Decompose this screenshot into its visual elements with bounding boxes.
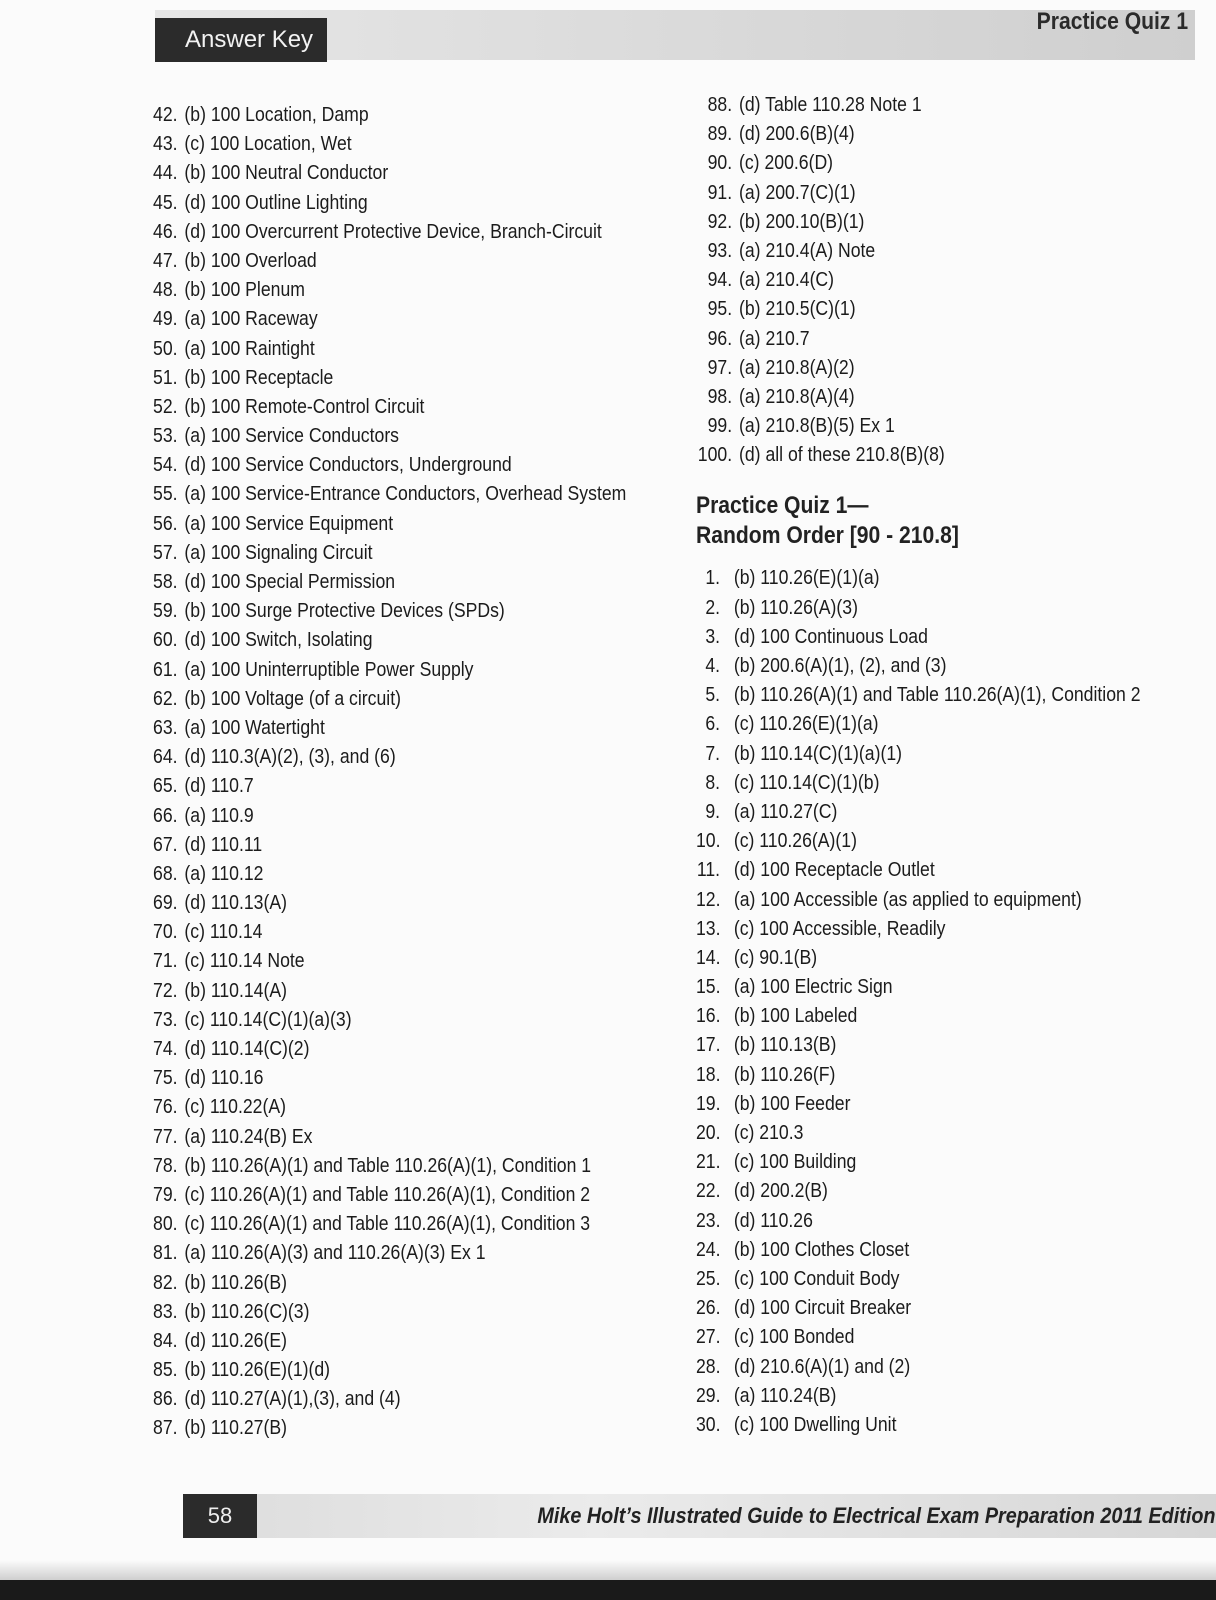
- list-item: [696, 622, 1100, 651]
- item-number: 88.: [707, 93, 733, 116]
- list-item: [696, 1235, 1100, 1264]
- list-item: [150, 275, 563, 304]
- item-number: 80.: [153, 1212, 178, 1236]
- item-number: 29.: [696, 1383, 721, 1407]
- list-item: [150, 392, 563, 421]
- item-answer: (c) 110.14(C)(1)(b): [733, 770, 880, 794]
- item-answer: (d) 110.7: [184, 774, 254, 798]
- item-answer: (b) 100 Surge Protective Devices (SPDs): [184, 599, 505, 623]
- list-item: [150, 1122, 563, 1151]
- list-item: [150, 479, 627, 508]
- item-number: 23.: [696, 1208, 721, 1232]
- item-answer: (a) 210.7: [739, 326, 810, 350]
- list-item: [150, 100, 563, 129]
- list-item: [696, 1001, 1100, 1030]
- item-number: 79.: [153, 1182, 178, 1206]
- list-item: [696, 236, 1100, 265]
- item-number: 73.: [153, 1007, 178, 1031]
- list-item: [150, 421, 563, 450]
- item-number: 89.: [707, 122, 733, 146]
- item-number: 30.: [696, 1412, 721, 1436]
- list-item: [150, 129, 563, 158]
- item-answer: (b) 100 Clothes Closet: [733, 1237, 910, 1261]
- item-number: 76.: [153, 1095, 178, 1119]
- item-number: 90.: [707, 151, 733, 175]
- item-number: 71.: [153, 949, 178, 973]
- item-number: 100.: [697, 443, 733, 467]
- list-item: [696, 1030, 1100, 1059]
- list-item: [696, 265, 1100, 294]
- item-answer: (c) 100 Building: [733, 1150, 857, 1174]
- item-answer: (d) 210.6(A)(1) and (2): [733, 1354, 911, 1378]
- item-number: 13.: [696, 916, 721, 940]
- item-number: 63.: [153, 715, 178, 739]
- list-item: [696, 178, 1100, 207]
- item-answer: (a) 100 Uninterruptible Power Supply: [184, 657, 474, 681]
- item-number: 1.: [705, 566, 721, 590]
- list-item: [150, 158, 563, 187]
- item-number: 61.: [153, 657, 178, 681]
- list-item: [696, 294, 1100, 323]
- item-number: 93.: [707, 238, 733, 262]
- list-item: [150, 830, 563, 859]
- list-item: [696, 1322, 1100, 1351]
- list-item: [696, 563, 1100, 592]
- list-item: [150, 246, 563, 275]
- list-item: [150, 1209, 591, 1238]
- item-answer: (c) 110.14(C)(1)(a)(3): [184, 1007, 352, 1031]
- list-item: [150, 888, 563, 917]
- item-number: 17.: [696, 1033, 721, 1057]
- item-number: 24.: [696, 1237, 721, 1261]
- list-item: [150, 334, 563, 363]
- item-answer: (c) 200.6(D): [739, 151, 834, 175]
- item-answer: (b) 110.26(B): [184, 1270, 287, 1294]
- item-number: 16.: [696, 1004, 721, 1028]
- book-title: Mike Holt’s Illustrated Guide to Electrical Exam Preparation 2011 Edition: [537, 1503, 1216, 1528]
- item-number: 62.: [153, 686, 178, 710]
- item-answer: (c) 90.1(B): [733, 945, 818, 969]
- list-item: [696, 1264, 1100, 1293]
- item-answer: (a) 100 Watertight: [184, 715, 325, 739]
- item-answer: (b) 210.5(C)(1): [739, 297, 856, 321]
- item-answer: (d) 100 Continuous Load: [733, 624, 928, 648]
- item-number: 26.: [696, 1296, 721, 1320]
- item-number: 81.: [153, 1241, 178, 1265]
- item-number: 67.: [153, 832, 178, 856]
- item-answer: (d) 100 Circuit Breaker: [733, 1296, 912, 1320]
- item-answer: (a) 110.12: [184, 861, 264, 885]
- item-answer: (d) 110.11: [184, 832, 263, 856]
- item-number: 7.: [705, 741, 721, 765]
- item-answer: (d) 110.3(A)(2), (3), and (6): [184, 745, 396, 769]
- item-number: 10.: [696, 829, 721, 853]
- list-item: [150, 859, 563, 888]
- list-item: [696, 119, 1100, 148]
- item-number: 94.: [707, 268, 733, 292]
- item-answer: (b) 110.26(A)(1) and Table 110.26(A)(1), Condition 2: [733, 683, 1141, 707]
- item-number: 44.: [153, 161, 178, 185]
- item-number: 9.: [705, 799, 721, 823]
- item-answer: (b) 110.26(C)(3): [184, 1299, 310, 1323]
- list-item: [150, 217, 602, 246]
- item-answer: (d) Table 110.28 Note 1: [739, 93, 922, 116]
- item-number: 78.: [153, 1153, 178, 1177]
- item-answer: (d) 110.14(C)(2): [184, 1037, 310, 1060]
- item-number: 6.: [705, 712, 721, 736]
- item-number: 25.: [696, 1266, 721, 1290]
- item-number: 97.: [707, 355, 733, 379]
- item-number: 75.: [153, 1066, 178, 1090]
- list-item: [150, 684, 563, 713]
- list-item: [696, 709, 1100, 738]
- list-item: [150, 1413, 563, 1442]
- item-answer: (a) 210.8(A)(2): [739, 355, 855, 379]
- item-number: 68.: [153, 861, 178, 885]
- item-answer: (b) 100 Plenum: [184, 278, 305, 302]
- answer-key-tab: Answer Key: [155, 18, 327, 62]
- item-answer: (d) 100 Special Permission: [184, 570, 396, 593]
- section-heading-line1: Practice Quiz 1—: [696, 492, 869, 520]
- item-number: 46.: [153, 219, 178, 243]
- item-answer: (a) 100 Service Equipment: [184, 511, 394, 535]
- list-item: [696, 739, 1100, 768]
- item-answer: (a) 210.4(A) Note: [739, 238, 876, 262]
- item-number: 54.: [153, 453, 178, 477]
- section-heading-line2: Random Order [90 - 210.8]: [696, 522, 959, 550]
- list-item: [696, 1381, 1100, 1410]
- list-item: [696, 593, 1100, 622]
- item-number: 52.: [153, 394, 178, 418]
- item-answer: (a) 210.8(A)(4): [739, 384, 855, 408]
- list-item: [150, 1326, 563, 1355]
- list-item: [696, 885, 1100, 914]
- list-item: [696, 855, 1100, 884]
- list-item: [150, 1034, 563, 1063]
- list-item: [150, 1238, 563, 1267]
- list-item: [696, 353, 1100, 382]
- item-answer: (a) 110.27(C): [733, 799, 838, 823]
- item-number: 83.: [153, 1299, 178, 1323]
- item-number: 87.: [153, 1416, 178, 1440]
- list-item: [150, 801, 563, 830]
- item-answer: (a) 100 Service Conductors: [184, 424, 400, 448]
- item-answer: (b) 200.10(B)(1): [739, 209, 865, 233]
- list-item: [150, 363, 563, 392]
- item-answer: (b) 100 Feeder: [733, 1091, 851, 1115]
- item-answer: (d) 100 Switch, Isolating: [184, 628, 373, 652]
- item-number: 12.: [696, 887, 721, 911]
- list-item: [696, 1293, 1100, 1322]
- left-column: [150, 100, 630, 1443]
- list-item: [150, 1151, 592, 1180]
- item-answer: (c) 110.14: [184, 920, 263, 944]
- list-item: [150, 1005, 563, 1034]
- item-number: 66.: [153, 803, 178, 827]
- item-answer: (a) 100 Signaling Circuit: [184, 540, 373, 564]
- item-answer: (d) 110.26: [733, 1208, 813, 1232]
- item-number: 59.: [153, 599, 178, 623]
- list-item: [150, 655, 563, 684]
- item-answer: (b) 100 Location, Damp: [184, 103, 369, 126]
- item-number: 14.: [696, 945, 721, 969]
- item-number: 72.: [153, 978, 178, 1002]
- item-answer: (b) 110.26(A)(3): [733, 595, 858, 619]
- item-answer: (c) 110.14 Note: [184, 949, 305, 973]
- list-item: [696, 382, 1100, 411]
- item-number: 3.: [705, 624, 721, 648]
- item-answer: (c) 100 Conduit Body: [733, 1266, 900, 1290]
- list-item: [150, 1384, 563, 1413]
- list-item: [150, 188, 563, 217]
- item-number: 77.: [153, 1124, 178, 1148]
- list-item: [696, 1410, 1100, 1439]
- item-answer: (b) 100 Remote-Control Circuit: [184, 394, 425, 418]
- item-number: 5.: [705, 683, 721, 707]
- item-answer: (a) 200.7(C)(1): [739, 180, 856, 204]
- list-item: [696, 411, 1100, 440]
- item-answer: (b) 110.13(B): [733, 1033, 837, 1057]
- item-number: 15.: [696, 975, 721, 999]
- list-item: [150, 742, 563, 771]
- item-number: 22.: [696, 1179, 721, 1203]
- list-item: [696, 651, 1100, 680]
- item-number: 2.: [705, 595, 721, 619]
- item-number: 65.: [153, 774, 178, 798]
- list-item: [696, 914, 1100, 943]
- item-number: 70.: [153, 920, 178, 944]
- list-item: [150, 713, 563, 742]
- list-item: [696, 1176, 1100, 1205]
- item-answer: (c) 110.26(A)(1) and Table 110.26(A)(1), Condition 3: [184, 1212, 591, 1236]
- item-answer: (b) 110.14(C)(1)(a)(1): [733, 741, 903, 765]
- item-number: 82.: [153, 1270, 178, 1294]
- item-number: 18.: [696, 1062, 721, 1086]
- item-answer: (d) 200.2(B): [733, 1179, 828, 1203]
- item-number: 85.: [153, 1358, 178, 1382]
- item-answer: (a) 110.9: [184, 803, 254, 827]
- item-number: 96.: [707, 326, 733, 350]
- item-answer: (b) 110.26(A)(1) and Table 110.26(A)(1), Condition 1: [184, 1153, 592, 1177]
- list-item: [150, 946, 563, 975]
- list-item: [150, 1180, 591, 1209]
- item-number: 50.: [153, 336, 178, 360]
- item-answer: (d) 100 Receptacle Outlet: [733, 858, 935, 882]
- list-item: [150, 1092, 563, 1121]
- item-answer: (c) 100 Accessible, Readily: [733, 916, 946, 940]
- item-number: 64.: [153, 745, 178, 769]
- list-item: [696, 1089, 1100, 1118]
- list-item: [696, 943, 1100, 972]
- item-number: 21.: [696, 1150, 721, 1174]
- item-answer: (d) 100 Outline Lighting: [184, 190, 368, 214]
- item-answer: (c) 100 Bonded: [733, 1325, 855, 1349]
- page-title: Practice Quiz 1: [1036, 8, 1188, 35]
- item-number: 53.: [153, 424, 178, 448]
- item-answer: (a) 100 Raintight: [184, 336, 315, 360]
- item-answer: (b) 110.26(E)(1)(d): [184, 1358, 331, 1382]
- item-answer: (c) 110.26(E)(1)(a): [733, 712, 879, 736]
- item-answer: (b) 100 Receptacle: [184, 365, 334, 389]
- item-answer: (d) 200.6(B)(4): [739, 122, 855, 146]
- item-answer: (a) 110.24(B): [733, 1383, 837, 1407]
- list-item: [696, 90, 1100, 119]
- item-number: 99.: [707, 414, 733, 438]
- list-item: [150, 509, 563, 538]
- list-item: [150, 1297, 563, 1326]
- list-item: [696, 207, 1100, 236]
- list-item: [696, 1206, 1100, 1235]
- item-answer: (c) 110.26(A)(1): [733, 829, 857, 853]
- list-item: [696, 1118, 1100, 1147]
- list-item: [150, 625, 563, 654]
- item-number: 86.: [153, 1387, 178, 1411]
- list-item: [696, 1147, 1100, 1176]
- item-answer: (a) 100 Service-Entrance Conductors, Overhead System: [184, 482, 627, 506]
- page-number: 58: [183, 1494, 257, 1538]
- item-number: 84.: [153, 1328, 178, 1352]
- list-item: [696, 797, 1100, 826]
- item-answer: (c) 100 Location, Wet: [184, 132, 352, 156]
- item-number: 43.: [153, 132, 178, 156]
- item-answer: (b) 100 Labeled: [733, 1004, 858, 1028]
- item-answer: (b) 100 Voltage (of a circuit): [184, 686, 401, 710]
- list-item: [150, 1063, 563, 1092]
- item-number: 92.: [707, 209, 733, 233]
- item-number: 27.: [696, 1325, 721, 1349]
- item-answer: (a) 100 Raceway: [184, 307, 318, 331]
- item-number: 95.: [707, 297, 733, 321]
- item-answer: (a) 100 Electric Sign: [733, 975, 893, 999]
- item-number: 8.: [705, 770, 721, 794]
- item-number: 48.: [153, 278, 178, 302]
- list-item: [150, 538, 563, 567]
- item-answer: (d) 100 Service Conductors, Underground: [184, 453, 512, 477]
- item-number: 58.: [153, 570, 178, 593]
- list-item: [150, 596, 563, 625]
- list-item: [696, 324, 1100, 353]
- list-item: [696, 1060, 1100, 1089]
- item-number: 51.: [153, 365, 178, 389]
- item-number: 60.: [153, 628, 178, 652]
- item-answer: (d) 110.27(A)(1),(3), and (4): [184, 1387, 401, 1411]
- answer-list-right: [696, 90, 1166, 469]
- answer-list-left: [150, 100, 630, 1443]
- random-order-list: [696, 563, 1166, 1439]
- list-item: [150, 450, 563, 479]
- item-answer: (d) all of these 210.8(B)(8): [739, 443, 945, 467]
- list-item: [696, 1352, 1100, 1381]
- list-item: [150, 567, 563, 596]
- item-answer: (b) 110.26(E)(1)(a): [733, 566, 880, 590]
- item-answer: (b) 110.26(F): [733, 1062, 836, 1086]
- item-answer: (b) 200.6(A)(1), (2), and (3): [733, 654, 947, 677]
- list-item: [696, 680, 1141, 709]
- list-item: [150, 1355, 563, 1384]
- item-number: 69.: [153, 891, 178, 915]
- item-number: 47.: [153, 248, 178, 272]
- item-number: 49.: [153, 307, 178, 331]
- item-answer: (d) 110.26(E): [184, 1328, 287, 1352]
- item-number: 20.: [696, 1121, 721, 1144]
- item-number: 98.: [707, 384, 733, 408]
- scan-edge: [0, 1580, 1216, 1600]
- item-number: 74.: [153, 1037, 178, 1060]
- item-answer: (a) 110.24(B) Ex: [184, 1124, 313, 1148]
- item-answer: (a) 210.8(B)(5) Ex 1: [739, 414, 895, 438]
- item-number: 91.: [707, 180, 733, 204]
- item-answer: (d) 110.16: [184, 1066, 264, 1090]
- list-item: [150, 976, 563, 1005]
- item-answer: (a) 100 Accessible (as applied to equipment): [733, 887, 1082, 911]
- list-item: [696, 148, 1100, 177]
- item-answer: (a) 110.26(A)(3) and 110.26(A)(3) Ex 1: [184, 1241, 486, 1265]
- item-number: 56.: [153, 511, 178, 535]
- item-number: 28.: [696, 1354, 721, 1378]
- item-number: 55.: [153, 482, 178, 506]
- page-edge-shadow: [0, 1560, 1216, 1580]
- item-answer: (d) 100 Overcurrent Protective Device, Branch-Circuit: [184, 219, 602, 243]
- item-answer: (d) 110.13(A): [184, 891, 287, 915]
- item-number: 45.: [153, 190, 178, 214]
- item-answer: (b) 110.27(B): [184, 1416, 287, 1440]
- item-number: 57.: [153, 540, 178, 564]
- section-heading: [696, 491, 1110, 551]
- item-number: 11.: [696, 858, 721, 882]
- item-answer: (b) 110.14(A): [184, 978, 287, 1002]
- item-answer: (c) 110.26(A)(1) and Table 110.26(A)(1), Condition 2: [184, 1182, 591, 1206]
- list-item: [150, 917, 563, 946]
- list-item: [150, 304, 563, 333]
- list-item: [150, 1268, 563, 1297]
- item-answer: (c) 110.22(A): [184, 1095, 286, 1119]
- list-item: [696, 440, 1100, 469]
- item-answer: (b) 100 Neutral Conductor: [184, 161, 389, 185]
- item-answer: (c) 210.3: [733, 1121, 804, 1144]
- list-item: [696, 972, 1100, 1001]
- list-item: [696, 826, 1100, 855]
- item-answer: (b) 100 Overload: [184, 248, 317, 272]
- right-column: [696, 90, 1166, 1439]
- item-answer: (a) 210.4(C): [739, 268, 835, 292]
- list-item: [150, 771, 563, 800]
- item-number: 42.: [153, 103, 178, 126]
- item-number: 19.: [696, 1091, 721, 1115]
- item-answer: (c) 100 Dwelling Unit: [733, 1412, 897, 1436]
- item-number: 4.: [705, 654, 721, 677]
- list-item: [696, 768, 1100, 797]
